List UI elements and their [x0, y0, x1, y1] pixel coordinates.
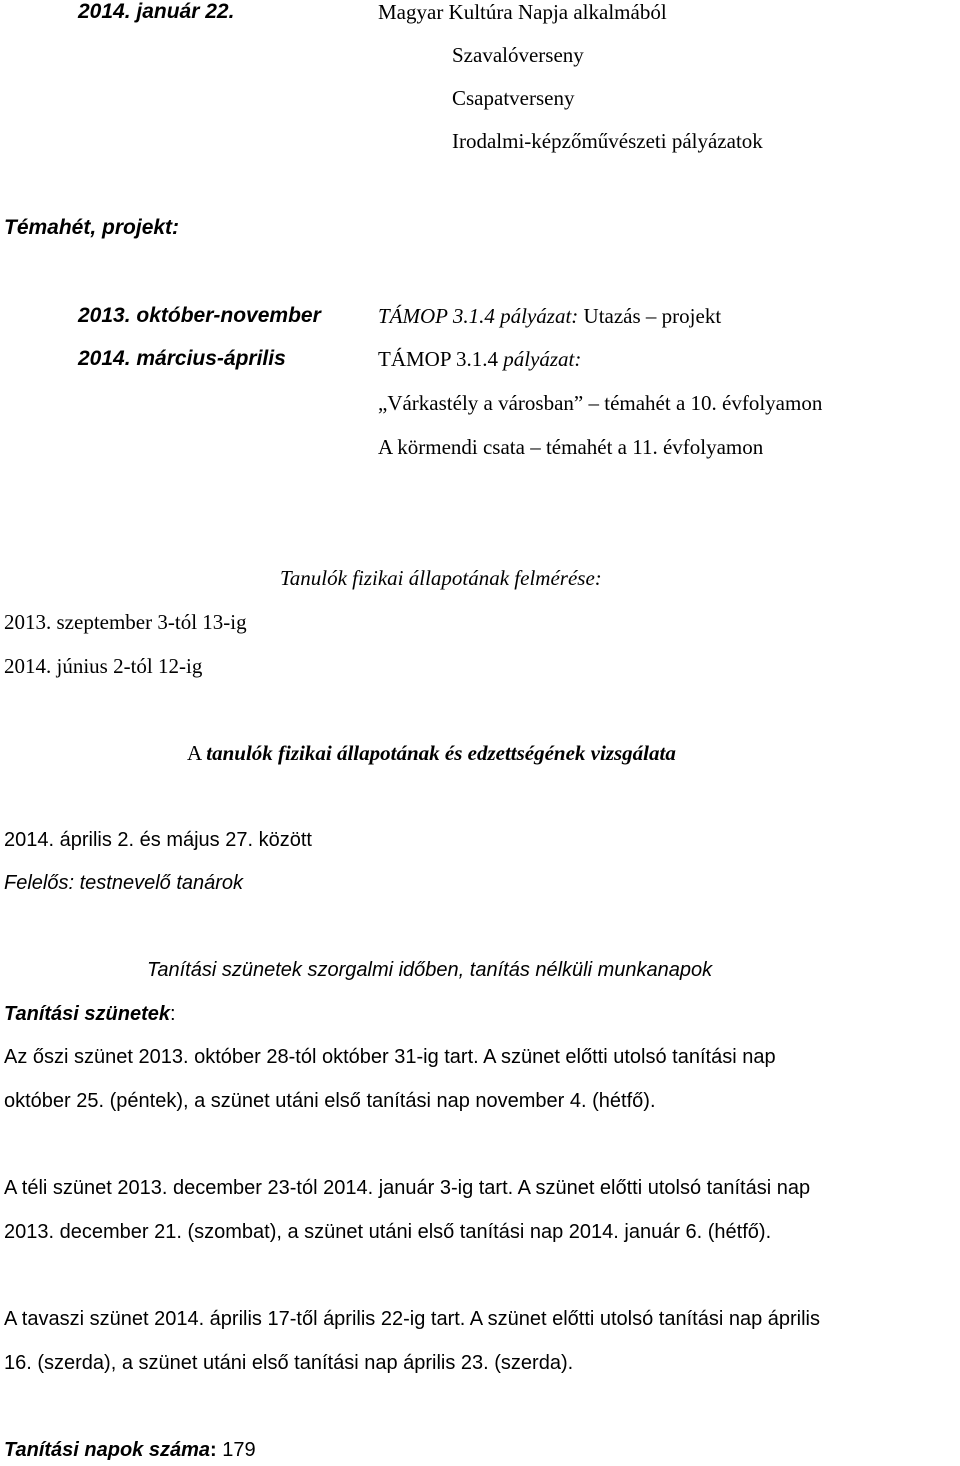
- section-title-project-week: Témahét, projekt:: [4, 216, 180, 239]
- exam-date: 2014. április 2. és május 27. között: [4, 829, 312, 851]
- exam-prefix: A: [187, 741, 207, 765]
- project-item: „Várkastély a városban” – témahét a 10. évfolyamon: [378, 391, 823, 415]
- tamop-code: TÁMOP 3.1.4: [378, 347, 498, 371]
- fitness-date: 2013. szeptember 3-tól 13-ig: [4, 610, 247, 634]
- event-title: Magyar Kultúra Napja alkalmából: [378, 0, 667, 24]
- tamop-label: pályázat:: [494, 304, 579, 328]
- event-item: Csapatverseny: [452, 86, 575, 110]
- winter-break-line: A téli szünet 2013. december 23-tól 2014. január 3-ig tart. A szünet előtti utolsó tanítási nap: [4, 1177, 811, 1199]
- teaching-days-label: Tanítási napok száma: [4, 1439, 210, 1461]
- teaching-days-value: 179: [222, 1439, 256, 1461]
- event-item: Szavalóverseny: [452, 43, 584, 67]
- teaching-days: [4, 1439, 256, 1462]
- project-description: [378, 304, 721, 328]
- section-title-fitness: Tanulók fizikai állapotának felmérése:: [280, 566, 602, 590]
- tamop-code: TÁMOP 3.1.4: [378, 304, 495, 328]
- breaks-subtitle-text: Tanítási szünetek: [4, 1003, 170, 1025]
- exam-responsible: Felelős: testnevelő tanárok: [4, 872, 244, 894]
- breaks-subtitle: [4, 1003, 176, 1026]
- tamop-label: pályázat:: [497, 347, 582, 371]
- autumn-break-line: október 25. (péntek), a szünet utáni első tanítási nap november 4. (hétfő).: [4, 1090, 656, 1112]
- project-date: 2014. március-április: [78, 347, 286, 370]
- breaks-subtitle-colon: :: [169, 1003, 176, 1025]
- section-title-breaks: Tanítási szünetek szorgalmi időben, tanítás nélküli munkanapok: [147, 959, 713, 981]
- fitness-date: 2014. június 2-tól 12-ig: [4, 654, 203, 678]
- winter-break-line: 2013. december 21. (szombat), a szünet utáni első tanítási nap 2014. január 6. (hétfő).: [4, 1221, 772, 1243]
- section-title-exam: [187, 741, 676, 765]
- project-name: Utazás – projekt: [578, 304, 722, 328]
- project-description: [378, 347, 581, 371]
- event-date: 2014. január 22.: [78, 0, 235, 23]
- spring-break-line: 16. (szerda), a szünet utáni első tanítási nap április 23. (szerda).: [4, 1352, 574, 1374]
- spring-break-line: A tavaszi szünet 2014. április 17-től április 22-ig tart. A szünet előtti utolsó tanítási nap április: [4, 1308, 820, 1330]
- autumn-break-line: Az őszi szünet 2013. október 28-tól október 31-ig tart. A szünet előtti utolsó tanítási nap: [4, 1046, 776, 1068]
- teaching-days-colon: :: [210, 1439, 223, 1461]
- project-date: 2013. október-november: [78, 304, 321, 327]
- exam-title: tanulók fizikai állapotának és edzettségének vizsgálata: [206, 741, 676, 765]
- project-item: A körmendi csata – témahét a 11. évfolyamon: [378, 435, 764, 459]
- event-item: Irodalmi-képzőművészeti pályázatok: [452, 129, 763, 153]
